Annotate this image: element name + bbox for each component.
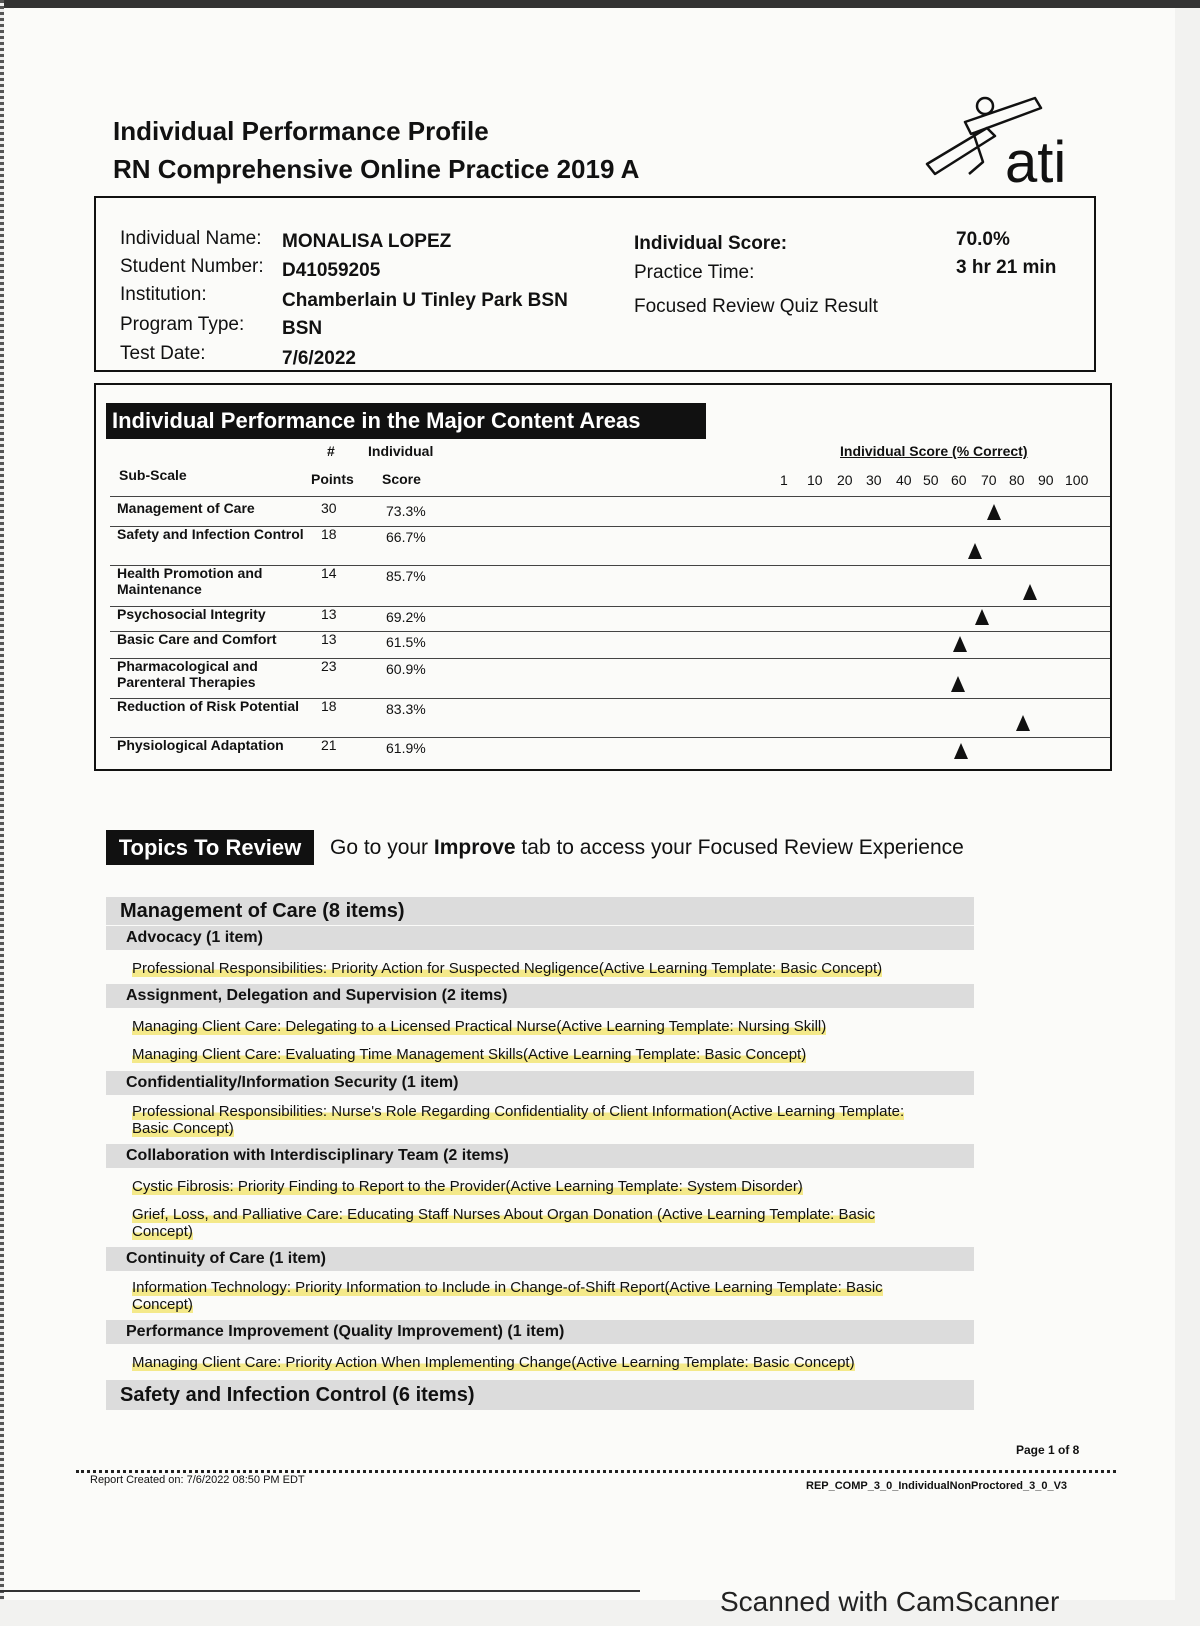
subscale-score: 61.9%: [386, 740, 426, 756]
subscale-score: 66.7%: [386, 529, 426, 545]
individual-header: Individual: [368, 443, 434, 459]
report-code: REP_COMP_3_0_IndividualNonProctored_3_0_V3: [806, 1480, 1068, 1492]
score-marker: [953, 636, 967, 652]
individual-score-value: 70.0%: [956, 229, 1010, 250]
subscale-name: Pharmacological and Parenteral Therapies: [117, 658, 258, 690]
test-date-value: 7/6/2022: [282, 348, 356, 369]
scan-bottom-line: [0, 1590, 640, 1592]
subscale-name: Reduction of Risk Potential: [117, 698, 300, 714]
score-marker: [975, 609, 989, 625]
subcategory-confidentiality: Confidentiality/Information Security (1 item): [106, 1071, 974, 1095]
name-value: MONALISA LOPEZ: [282, 231, 452, 252]
category-management-of-care: Management of Care (8 items): [106, 897, 974, 925]
axis-tick-label: 90: [1038, 472, 1054, 488]
subcategory-collaboration: Collaboration with Interdisciplinary Team (2 items): [106, 1144, 974, 1168]
focused-review-label: Focused Review Quiz Result: [634, 296, 878, 317]
subscale-points: 18: [321, 698, 337, 714]
subscale-points: 21: [321, 737, 337, 753]
practice-time-value: 3 hr 21 min: [956, 257, 1057, 278]
axis-tick-label: 20: [837, 472, 853, 488]
logo-shape-left: [927, 128, 995, 174]
subscale-name: Safety and Infection Control: [117, 526, 304, 542]
subscale-score: 73.3%: [386, 503, 426, 519]
score-marker: [954, 743, 968, 759]
subscale-points: 14: [321, 565, 337, 581]
topic-item: [132, 1046, 932, 1063]
program-type-label: Program Type:: [120, 314, 245, 335]
ati-logo: [925, 92, 1095, 192]
subcategory-assignment: Assignment, Delegation and Supervision (2 items): [106, 984, 974, 1008]
subscale-score: 60.9%: [386, 661, 426, 677]
subscale-name: Physiological Adaptation: [117, 737, 284, 753]
subcategory-performance-improvement: Performance Improvement (Quality Improvement) (1 item): [106, 1320, 974, 1344]
axis-tick-label: 1: [780, 472, 788, 488]
institution-value: Chamberlain U Tinley Park BSN: [282, 290, 568, 311]
subscale-score: 69.2%: [386, 609, 426, 625]
topic-item: [132, 960, 932, 977]
individual-score-label: Individual Score:: [634, 233, 788, 254]
student-number-value: D41059205: [282, 260, 381, 281]
header-divider: [110, 496, 1110, 497]
score-header: Score: [382, 471, 421, 487]
report-created: Report Created on: 7/6/2022 08:50 PM EDT: [90, 1474, 305, 1486]
subcategory-advocacy: Advocacy (1 item): [106, 926, 974, 950]
scan-left-edge: [0, 0, 4, 1600]
topic-item-text: Managing Client Care: Delegating to a Licensed Practical Nurse(Active Learning Template: Nursing Skill): [132, 1018, 827, 1035]
subscale-points: 30: [321, 500, 337, 516]
chart-header: Individual Score (% Correct): [840, 443, 1028, 459]
subscale-points: 13: [321, 631, 337, 647]
topic-item: [132, 1206, 932, 1240]
topic-item-text: Information Technology: Priority Information to Include in Change-of-Shift Report(Active Learning Template: Basic Concept): [132, 1279, 883, 1313]
topic-item-text: Managing Client Care: Evaluating Time Management Skills(Active Learning Template: Basic Concept): [132, 1046, 807, 1063]
practice-time-label: Practice Time:: [634, 262, 755, 283]
subscale-score: 83.3%: [386, 701, 426, 717]
subscale-name: Psychosocial Integrity: [117, 606, 266, 622]
student-info-box: [94, 196, 1096, 372]
score-marker: [1023, 584, 1037, 600]
logo-head: [977, 98, 993, 114]
topic-item: [132, 1178, 932, 1195]
topic-item: [132, 1279, 932, 1313]
topics-note-prefix: Go to your: [330, 836, 434, 859]
points-header: Points: [311, 471, 354, 487]
subscale-points: 13: [321, 606, 337, 622]
subscale-score: 85.7%: [386, 568, 426, 584]
score-marker: [1016, 715, 1030, 731]
topic-item-text: Grief, Loss, and Palliative Care: Educating Staff Nurses About Organ Donation (Active Learning Template: Basic Concept): [132, 1206, 876, 1240]
subscale-name: Management of Care: [117, 500, 255, 516]
axis-tick-label: 80: [1009, 472, 1025, 488]
topic-item-text: Professional Responsibilities: Priority Action for Suspected Negligence(Active Learning Template: Basic Concept): [132, 960, 883, 977]
score-marker: [951, 676, 965, 692]
score-marker: [987, 504, 1001, 520]
performance-banner: Individual Performance in the Major Content Areas: [106, 403, 706, 439]
topic-item: [132, 1354, 932, 1371]
subscale-score: 61.5%: [386, 634, 426, 650]
report-title: Individual Performance Profile: [113, 116, 489, 146]
student-number-label: Student Number:: [120, 256, 264, 277]
topic-item-text: Professional Responsibilities: Nurse's Role Regarding Confidentiality of Client Information(Active Learning Template: Basic Concept): [132, 1103, 905, 1137]
improve-tab-text: Improve: [433, 836, 516, 859]
subscale-header: Sub-Scale: [119, 467, 187, 483]
scan-top-edge: [0, 0, 1200, 8]
name-label: Individual Name:: [120, 228, 262, 249]
institution-label: Institution:: [120, 284, 207, 305]
subscale-name: Health Promotion and Maintenance: [117, 565, 263, 597]
subscale-name: Basic Care and Comfort: [117, 631, 277, 647]
logo-text: ati: [1005, 130, 1067, 192]
footer-divider: [76, 1470, 1116, 1473]
page-number: Page 1 of 8: [1016, 1443, 1080, 1457]
axis-tick-label: 50: [923, 472, 939, 488]
axis-tick-label: 60: [951, 472, 967, 488]
axis-tick-label: 40: [896, 472, 912, 488]
topics-note: [330, 836, 964, 860]
score-marker: [968, 543, 982, 559]
topics-note-suffix: tab to access your Focused Review Experience: [515, 836, 964, 859]
topics-banner: Topics To Review: [106, 830, 314, 865]
axis-tick-label: 70: [981, 472, 997, 488]
axis-tick-label: 10: [807, 472, 823, 488]
camscanner-watermark: Scanned with CamScanner: [720, 1586, 1060, 1617]
topic-item: [132, 1018, 932, 1035]
axis-tick-label: 100: [1065, 472, 1089, 488]
report-subtitle: RN Comprehensive Online Practice 2019 A: [113, 154, 640, 184]
subscale-points: 23: [321, 658, 337, 674]
points-num-header: #: [327, 443, 335, 459]
category-safety-infection-control: Safety and Infection Control (6 items): [106, 1380, 974, 1410]
topic-item-text: Managing Client Care: Priority Action When Implementing Change(Active Learning Template: Basic Concept): [132, 1354, 855, 1371]
program-type-value: BSN: [282, 318, 323, 339]
test-date-label: Test Date:: [120, 343, 206, 364]
axis-tick-label: 30: [866, 472, 882, 488]
topic-item-text: Cystic Fibrosis: Priority Finding to Report to the Provider(Active Learning Template: System Disorder): [132, 1178, 803, 1195]
subscale-points: 18: [321, 526, 337, 542]
topic-item: [132, 1103, 932, 1137]
subcategory-continuity: Continuity of Care (1 item): [106, 1247, 974, 1271]
